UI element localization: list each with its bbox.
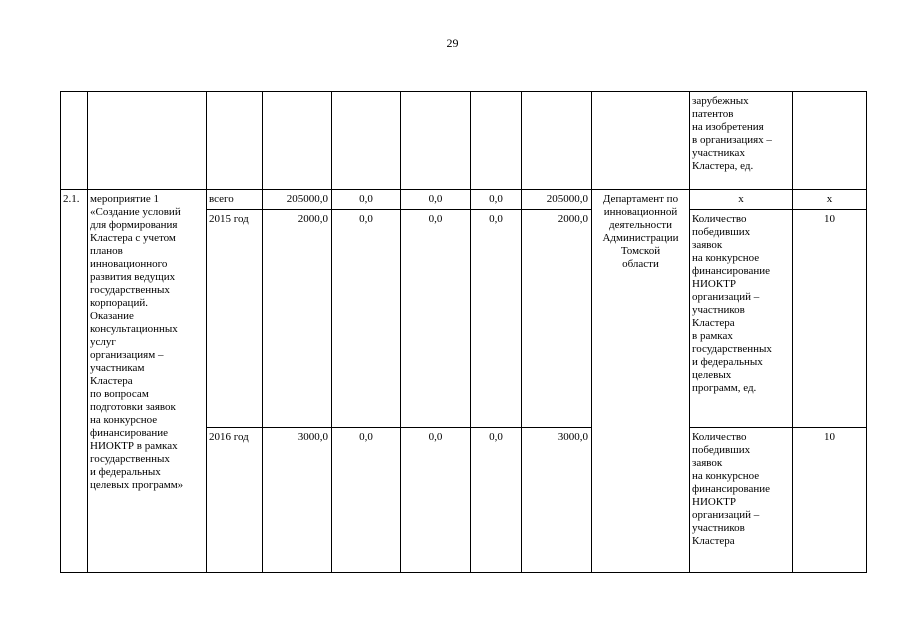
page-number: 29 <box>446 36 459 50</box>
value-regional: 0,0 <box>401 210 471 428</box>
indicator-value: 10 <box>793 428 867 573</box>
cell-value <box>263 92 332 190</box>
measure-description: мероприятие 1 «Создание условий для формирования Кластера с учетом планов инновационного развития ведущих государственных корпораций. Оказание консультационных услуг организациям – участникам Кластера по вопросам подготовки заявок на конкурсное финансирование НИОКТР в рамках государственных и федеральных целевых программ» <box>88 190 207 573</box>
cell-value <box>471 92 522 190</box>
period-label: всего <box>207 190 263 210</box>
value-other: 3000,0 <box>522 428 592 573</box>
value-federal: 0,0 <box>332 210 401 428</box>
value-federal: 0,0 <box>332 428 401 573</box>
table-row <box>61 92 867 190</box>
cell-period <box>207 92 263 190</box>
value-total: 3000,0 <box>263 428 332 573</box>
cell-value <box>522 92 592 190</box>
cell-value <box>332 92 401 190</box>
table-row <box>61 190 867 210</box>
cell-measure <box>88 92 207 190</box>
indicator-value: 10 <box>793 210 867 428</box>
indicator-name: Количество победивших заявок на конкурсное финансирование НИОКТР организаций – участников Кластера в рамках государственных и федеральных целевых программ, ед. <box>690 210 793 428</box>
value-other: 205000,0 <box>522 190 592 210</box>
cell-indicator: зарубежных патентов на изобретения в организациях – участниках Кластера, ед. <box>690 92 793 190</box>
value-local: 0,0 <box>471 190 522 210</box>
cell-responsible <box>592 92 690 190</box>
value-federal: 0,0 <box>332 190 401 210</box>
indicator-value: х <box>793 190 867 210</box>
indicator-name: х <box>690 190 793 210</box>
row-number: 2.1. <box>61 190 88 573</box>
value-local: 0,0 <box>471 210 522 428</box>
cell-value <box>401 92 471 190</box>
period-label: 2016 год <box>207 428 263 573</box>
value-local: 0,0 <box>471 428 522 573</box>
responsible-executor: Департамент по инновационной деятельности Администрации Томской области <box>592 190 690 573</box>
value-total: 205000,0 <box>263 190 332 210</box>
cell-indicator-value <box>793 92 867 190</box>
cell-number <box>61 92 88 190</box>
program-table <box>60 91 867 573</box>
value-other: 2000,0 <box>522 210 592 428</box>
indicator-name: Количество победивших заявок на конкурсное финансирование НИОКТР организаций – участников Кластера <box>690 428 793 573</box>
value-regional: 0,0 <box>401 428 471 573</box>
value-regional: 0,0 <box>401 190 471 210</box>
value-total: 2000,0 <box>263 210 332 428</box>
period-label: 2015 год <box>207 210 263 428</box>
